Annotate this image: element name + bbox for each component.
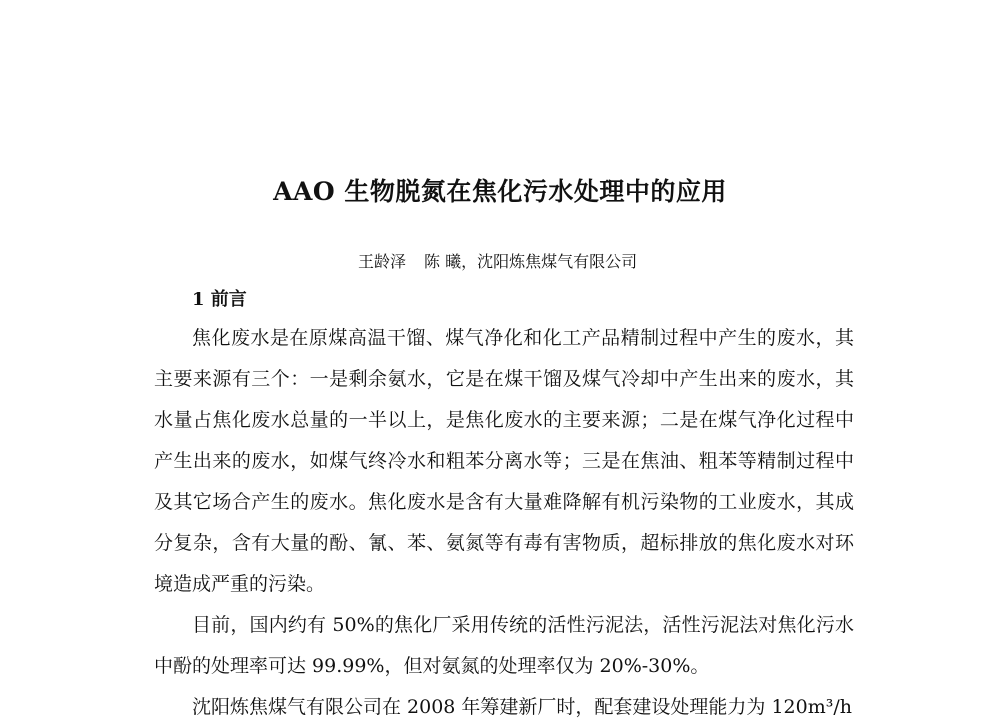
paragraph-text: 焦化废水是在原煤高温干馏、煤气净化和化工产品精制过程中产生的废水，其主要来源有三个：一是剩余氨水，它是在煤干馏及煤气冷却中产生出来的废水，其水量占焦化废水总量的一半以上，是焦化废水的主要来源；二是在煤气净化过程中产生出来的废水，如煤气终冷水和粗苯分离水等；三是在焦油、粗苯等精制过程中及其它场合产生的废水。焦化废水是含有大量难降解有机污染物的工业废水，其成分复杂，含有大量的酚、氰、苯、氨氮等有毒有害物质，超标排放的焦化废水对环境造成严重的污染。 xyxy=(154,327,854,595)
author-line xyxy=(358,248,637,276)
author-name: 王龄泽 xyxy=(358,252,407,271)
author-name: 陈 曦 xyxy=(424,252,462,271)
paragraph-text: 沈阳炼焦煤气有限公司在 2008 年筹建新厂时，配套建设处理能力为 120m³/h xyxy=(192,696,853,718)
body-paragraph xyxy=(154,605,854,687)
document-title: AAO 生物脱氮在焦化污水处理中的应用 xyxy=(273,177,727,206)
body-paragraph xyxy=(154,318,854,605)
body-paragraph xyxy=(154,687,854,728)
section-heading: 1 前言 xyxy=(192,289,247,310)
affiliation: ，沈阳炼焦煤气有限公司 xyxy=(461,252,638,271)
paragraph-text: 目前，国内约有 50%的焦化厂采用传统的活性污泥法，活性污泥法对焦化污水中酚的处理率可达 99.99%，但对氨氮的处理率仅为 20%-30%。 xyxy=(154,614,854,677)
